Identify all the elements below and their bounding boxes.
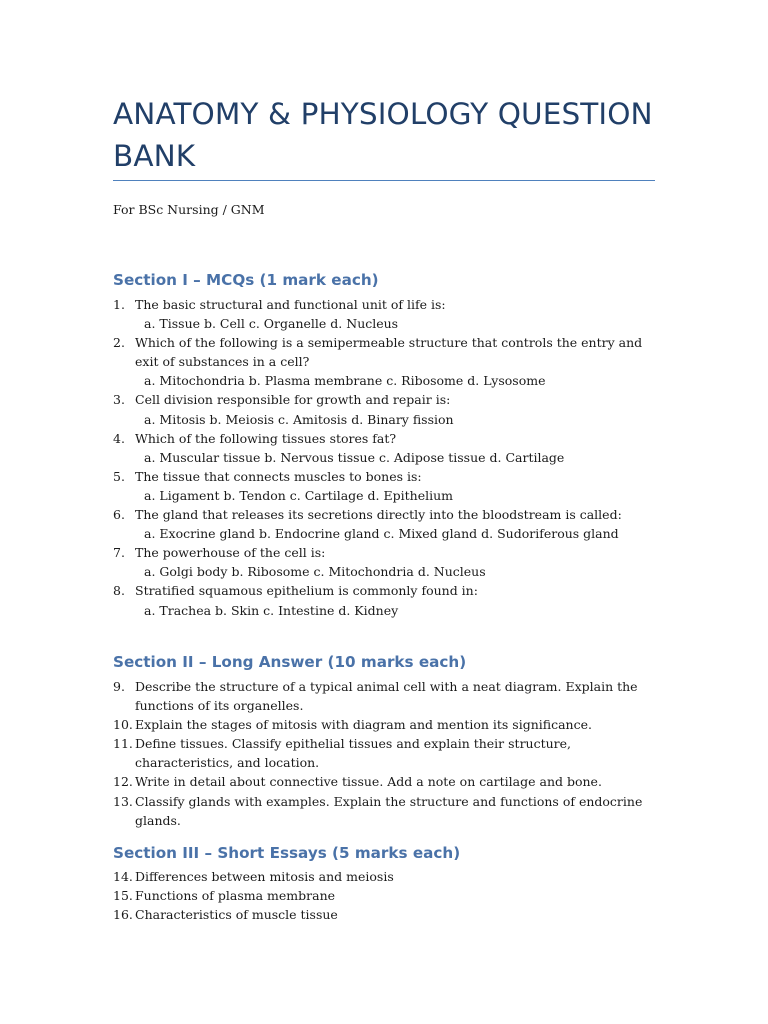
long-answer-item — [113, 792, 661, 830]
question-text: Describe the structure of a typical animal cell with a neat diagram. Explain the functions of its organelles. — [135, 679, 638, 714]
question-text: Classify glands with examples. Explain the structure and functions of endocrine glands. — [135, 793, 643, 828]
mcq-item — [113, 333, 661, 390]
mcq-item — [113, 390, 661, 428]
question-options: a. Golgi body b. Ribosome c. Mitochondria d. Nucleus — [144, 564, 486, 580]
question-options: a. Exocrine gland b. Endocrine gland c. Mixed gland d. Sudoriferous gland — [144, 526, 619, 542]
long-answer-item — [113, 734, 661, 772]
question-number: 5. — [113, 468, 125, 484]
mcq-item — [113, 429, 661, 467]
section-2-questions — [113, 677, 661, 830]
question-number: 2. — [113, 335, 125, 351]
question-number: 7. — [113, 545, 125, 561]
section-3-heading: Section III – Short Essays (5 marks each) — [113, 844, 461, 862]
question-number: 1. — [113, 297, 125, 312]
question-options: a. Tissue b. Cell c. Organelle d. Nucleus — [144, 316, 399, 332]
question-text: Explain the stages of mitosis with diagram and mention its significance. — [135, 717, 592, 733]
short-essay-item — [113, 867, 661, 886]
question-text: Characteristics of muscle tissue — [135, 907, 338, 923]
long-answer-item — [113, 772, 661, 791]
long-answer-item — [113, 677, 661, 715]
question-number: 16. — [113, 907, 133, 923]
question-text: Stratified squamous epithelium is commonly found in: — [135, 583, 478, 599]
question-number: 3. — [113, 392, 125, 408]
question-text: The basic structural and functional unit of life is: — [135, 297, 446, 312]
question-text: The powerhouse of the cell is: — [135, 545, 326, 561]
question-options: a. Mitosis b. Meiosis c. Amitosis d. Binary fission — [144, 411, 454, 427]
question-number: 13. — [113, 793, 133, 809]
mcq-item — [113, 581, 661, 619]
question-text: Which of the following is a semipermeable structure that controls the entry and exit of substances in a cell? — [135, 335, 643, 370]
question-options: a. Muscular tissue b. Nervous tissue c. Adipose tissue d. Cartilage — [144, 449, 565, 465]
question-number: 9. — [113, 679, 125, 694]
question-text: Which of the following tissues stores fat? — [135, 430, 397, 446]
long-answer-item — [113, 715, 661, 734]
question-options: a. Trachea b. Skin c. Intestine d. Kidney — [144, 602, 399, 618]
title-underline — [113, 180, 655, 181]
section-1-questions — [113, 295, 661, 620]
question-text: Differences between mitosis and meiosis — [135, 869, 394, 884]
document-title: ANATOMY & PHYSIOLOGY QUESTION BANK — [113, 97, 653, 173]
short-essay-item — [113, 905, 661, 924]
question-text: The gland that releases its secretions directly into the bloodstream is called: — [135, 507, 622, 523]
question-text: Write in detail about connective tissue. Add a note on cartilage and bone. — [135, 774, 602, 790]
mcq-item — [113, 505, 661, 543]
mcq-item — [113, 467, 661, 505]
document-subtitle: For BSc Nursing / GNM — [113, 202, 265, 217]
question-number: 11. — [113, 736, 133, 752]
section-1-heading: Section I – MCQs (1 mark each) — [113, 271, 379, 289]
question-number: 10. — [113, 717, 133, 733]
question-text: Functions of plasma membrane — [135, 888, 336, 904]
question-number: 14. — [113, 869, 133, 884]
question-text: The tissue that connects muscles to bones is: — [135, 468, 422, 484]
question-number: 4. — [113, 430, 125, 446]
question-number: 8. — [113, 583, 125, 599]
question-number: 6. — [113, 507, 125, 523]
mcq-item — [113, 295, 661, 333]
section-3-questions — [113, 867, 661, 924]
short-essay-item — [113, 886, 661, 905]
question-options: a. Ligament b. Tendon c. Cartilage d. Epithelium — [144, 487, 453, 503]
question-number: 12. — [113, 774, 133, 790]
question-number: 15. — [113, 888, 133, 904]
section-2-heading: Section II – Long Answer (10 marks each) — [113, 653, 467, 671]
question-text: Cell division responsible for growth and repair is: — [135, 392, 451, 408]
mcq-item — [113, 543, 661, 581]
question-options: a. Mitochondria b. Plasma membrane c. Ribosome d. Lysosome — [144, 373, 546, 389]
question-text: Define tissues. Classify epithelial tissues and explain their structure, characteristics, and location. — [135, 736, 572, 771]
